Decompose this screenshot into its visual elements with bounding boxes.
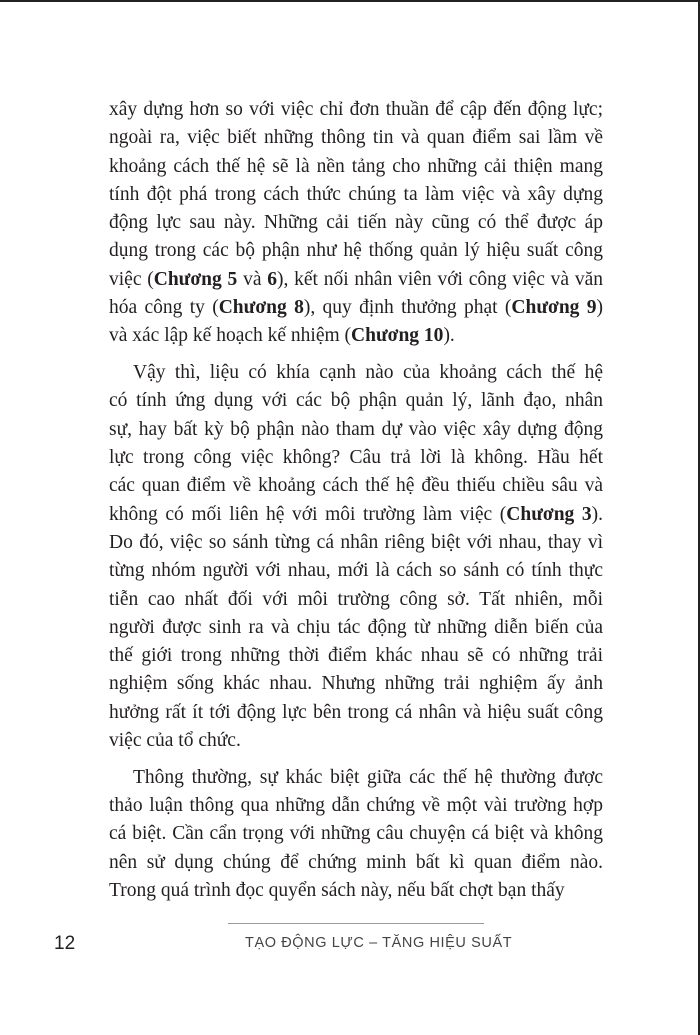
chapter-reference: Chương 3 [506, 503, 592, 525]
paragraph [109, 764, 603, 905]
text-line [109, 820, 603, 848]
text-line [109, 727, 603, 755]
text-run: dụng trong các bộ phận như hệ thống quản lý hiệu suất công [109, 240, 603, 262]
text-line [109, 387, 603, 415]
text-run: xây dựng hơn so với việc chỉ đơn thuần để cập đến động lực; [109, 99, 603, 120]
text-line [109, 764, 603, 792]
text-run: nghiệm sống khác nhau. Nhưng những trải nghiệm ấy ảnh [109, 673, 603, 695]
text-run: và xác lập kế hoạch kế nhiệm ( [109, 325, 352, 347]
text-run: thảo luận thông qua những dẫn chứng về một vài trường hợp [109, 795, 603, 817]
page-top-edge [0, 0, 700, 2]
text-line [109, 529, 603, 557]
text-run: tính đột phá trong cách thức chúng ta làm việc và xây dựng [109, 183, 603, 205]
text-run: ) [596, 297, 603, 319]
text-run: Do đó, việc so sánh từng cá nhân riêng biệt với nhau, thay vì [109, 531, 603, 553]
text-line [109, 670, 603, 698]
paragraph [109, 96, 603, 351]
text-run: sự, hay bất kỳ bộ phận nào tham dự vào việc xây dựng động [109, 418, 603, 440]
text-line [109, 153, 603, 181]
chapter-reference: Chương 8 [218, 297, 304, 319]
page-number: 12 [54, 933, 76, 954]
text-run: và [237, 268, 268, 290]
text-line [109, 472, 603, 500]
text-line [109, 266, 603, 294]
text-run: lực trong công việc không? Câu trả lời là không. Hầu hết [109, 447, 603, 469]
footer-rule [228, 923, 484, 924]
text-line [109, 444, 603, 472]
paragraph-gap [109, 351, 603, 360]
text-run: từng nhóm người với nhau, mới là cách so sánh có tính thực [109, 560, 603, 582]
page-body [109, 96, 603, 905]
text-line [109, 124, 603, 152]
text-line [109, 322, 603, 350]
text-line [109, 96, 603, 124]
chapter-reference: Chương 9 [511, 297, 597, 319]
text-run: việc ( [109, 268, 154, 290]
text-line [109, 416, 603, 444]
text-run: khoảng cách thế hệ sẽ là nền tảng cho những cải thiện mang [109, 155, 603, 177]
text-run: việc của tổ chức. [109, 730, 241, 752]
text-run: tiễn cao nhất đối với môi trường công sở. Tất nhiên, mỗi [109, 588, 603, 610]
text-line [109, 181, 603, 209]
chapter-reference: Chương 5 [153, 268, 238, 290]
text-run: không có mối liên hệ với môi trường làm việc ( [109, 503, 507, 525]
chapter-reference: Chương 10 [351, 325, 444, 347]
text-line [109, 557, 603, 585]
text-line [109, 792, 603, 820]
text-run: hưởng rất ít tới động lực bên trong cá nhân và hiệu suất công [109, 701, 603, 723]
text-line [109, 877, 603, 905]
text-run: cá biệt. Cần cẩn trọng với những câu chuyện cá biệt và không [109, 823, 603, 845]
text-run: ). [591, 503, 603, 525]
text-run: động lực sau này. Những cải tiến này cũng có thể được áp [109, 212, 603, 234]
text-line [109, 642, 603, 670]
paragraph [109, 359, 603, 755]
text-run: nên sử dụng chúng để chứng minh bất kì quan điểm nào. [109, 851, 603, 873]
text-line [109, 614, 603, 642]
text-run: ). [443, 325, 455, 347]
text-run: hóa công ty ( [109, 297, 219, 319]
text-line [109, 699, 603, 727]
text-run: người được sinh ra và chịu tác động từ những diễn biến của [109, 616, 603, 638]
text-run: ngoài ra, việc biết những thông tin và quan điểm sai lầm về [109, 127, 603, 149]
text-line [109, 501, 603, 529]
text-line [109, 849, 603, 877]
chapter-reference: 6 [267, 268, 277, 290]
text-run: thế giới trong những thời điểm khác nhau sẽ có những trải [109, 645, 603, 667]
text-run: Thông thường, sự khác biệt giữa các thế hệ thường được [133, 766, 603, 788]
text-run: Trong quá trình đọc quyển sách này, nếu bất chợt bạn thấy [109, 880, 565, 902]
text-run: Vậy thì, liệu có khía cạnh nào của khoảng cách thế hệ [133, 362, 603, 384]
text-run: các quan điểm về khoảng cách thế hệ đều thiếu chiều sâu và [109, 475, 603, 497]
text-run: ), quy định thưởng phạt ( [303, 297, 512, 319]
text-line [109, 359, 603, 387]
text-line [109, 294, 603, 322]
text-line [109, 209, 603, 237]
paragraph-gap [109, 755, 603, 764]
text-run: có tính ứng dụng với các bộ phận quản lý, lãnh đạo, nhân [109, 390, 603, 412]
text-run: ), kết nối nhân viên với công việc và văn [277, 268, 603, 290]
text-line [109, 586, 603, 614]
text-line [109, 237, 603, 265]
running-title: TẠO ĐỘNG LỰC – TĂNG HIỆU SUẤT [245, 935, 513, 951]
